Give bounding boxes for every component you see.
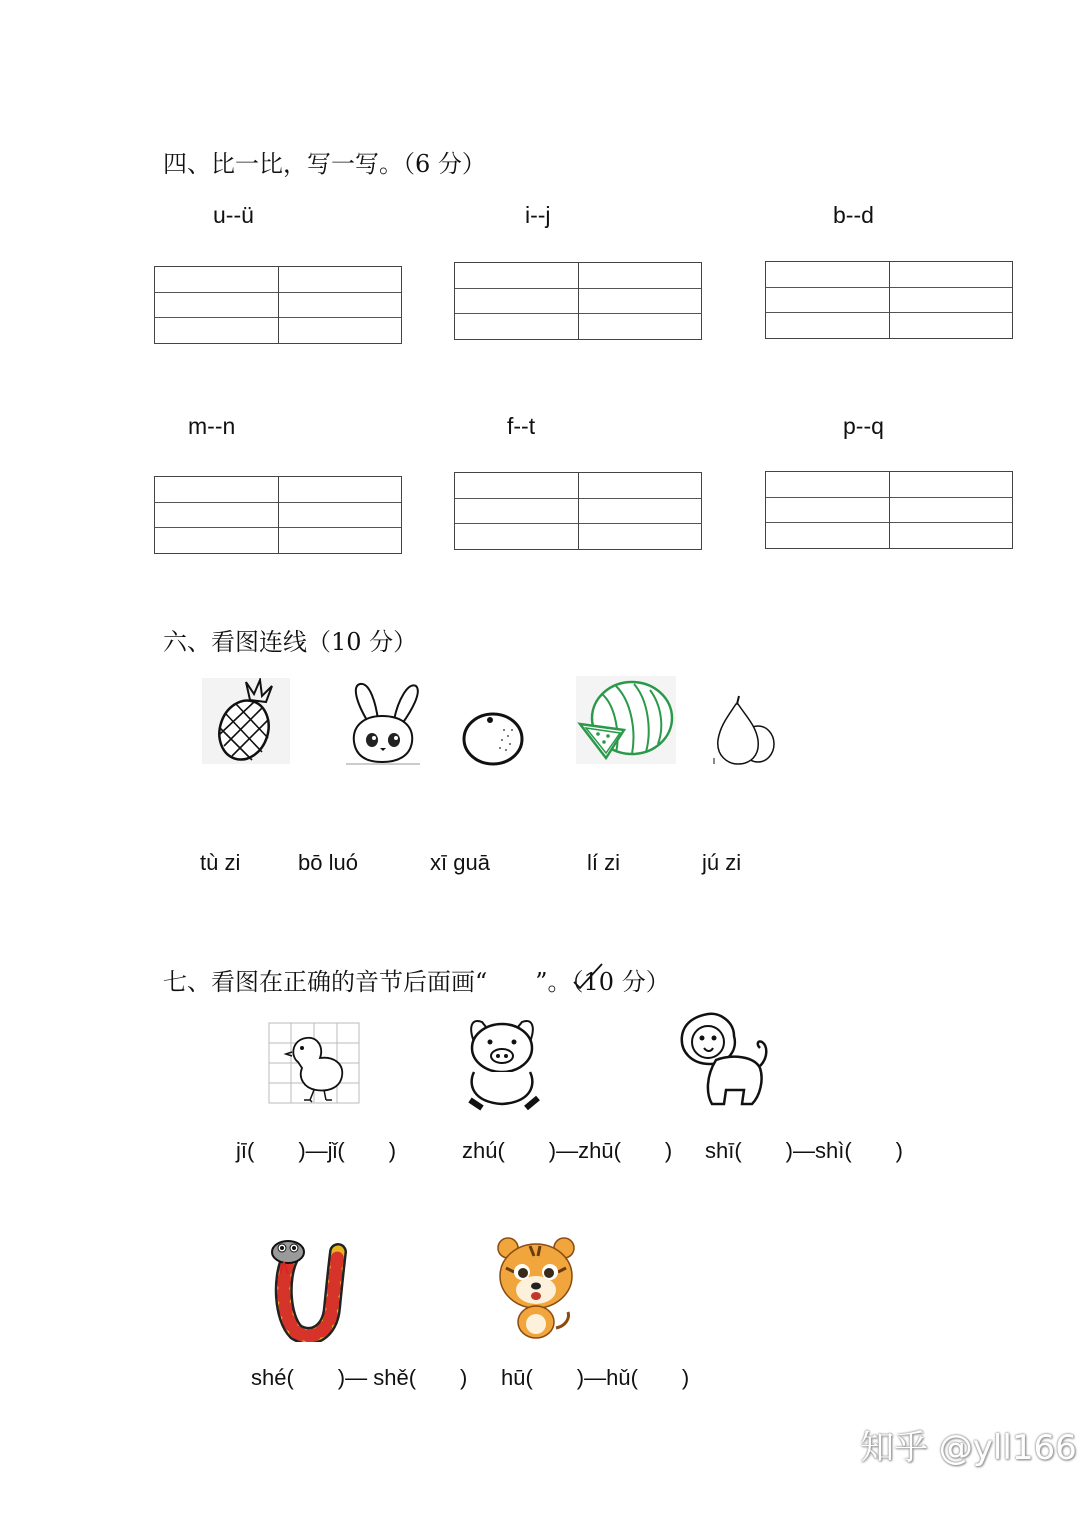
pear-picture[interactable] [710,694,776,766]
pair-label: m--n [188,413,236,439]
writing-grid[interactable] [454,472,702,550]
pair-label: i--j [525,202,551,228]
tiger-picture[interactable] [494,1232,578,1340]
writing-grid[interactable] [454,262,702,340]
pair-label: b--d [833,202,874,228]
syllable-choice[interactable]: jī( )—jǐ( ) [236,1138,397,1163]
watermelon-picture[interactable] [576,676,676,764]
syllable-choice[interactable]: hū( )—hǔ( ) [501,1365,690,1390]
checkmark-icon [572,962,606,992]
writing-grid[interactable] [154,266,402,344]
section-4-title: 四、比一比，写一写。（6 分） [163,150,486,178]
syllable-choice[interactable]: shé( )— shě( ) [251,1365,468,1390]
watermark: 知乎 @yll166 [860,1428,1077,1468]
writing-grid[interactable] [154,476,402,554]
pair-label: f--t [507,413,536,439]
lion-picture[interactable] [672,1010,776,1110]
section-6-title: 六、看图连线（10 分） [163,628,418,656]
pair-label: p--q [843,413,884,439]
pineapple-picture[interactable] [202,678,290,764]
writing-grid[interactable] [765,261,1013,339]
pinyin-option[interactable]: jú zi [702,850,742,875]
pig-picture[interactable] [460,1012,546,1112]
pair-label: u--ü [213,202,254,228]
rabbit-picture[interactable] [342,680,424,766]
pinyin-option[interactable]: bō luó [298,850,358,875]
syllable-choice[interactable]: zhú( )—zhū( ) [462,1138,673,1163]
chick-picture[interactable] [268,1022,360,1104]
pinyin-option[interactable]: tù zi [200,850,241,875]
pinyin-option[interactable]: lí zi [587,850,620,875]
snake-picture[interactable] [266,1238,350,1342]
section-7-title: 七、看图在正确的音节后面画“ ”。（10 分） [163,968,670,996]
pinyin-option[interactable]: xī guā [430,850,490,875]
writing-grid[interactable] [765,471,1013,549]
syllable-choice[interactable]: shī( )—shì( ) [705,1138,904,1163]
orange-picture[interactable] [460,710,526,766]
